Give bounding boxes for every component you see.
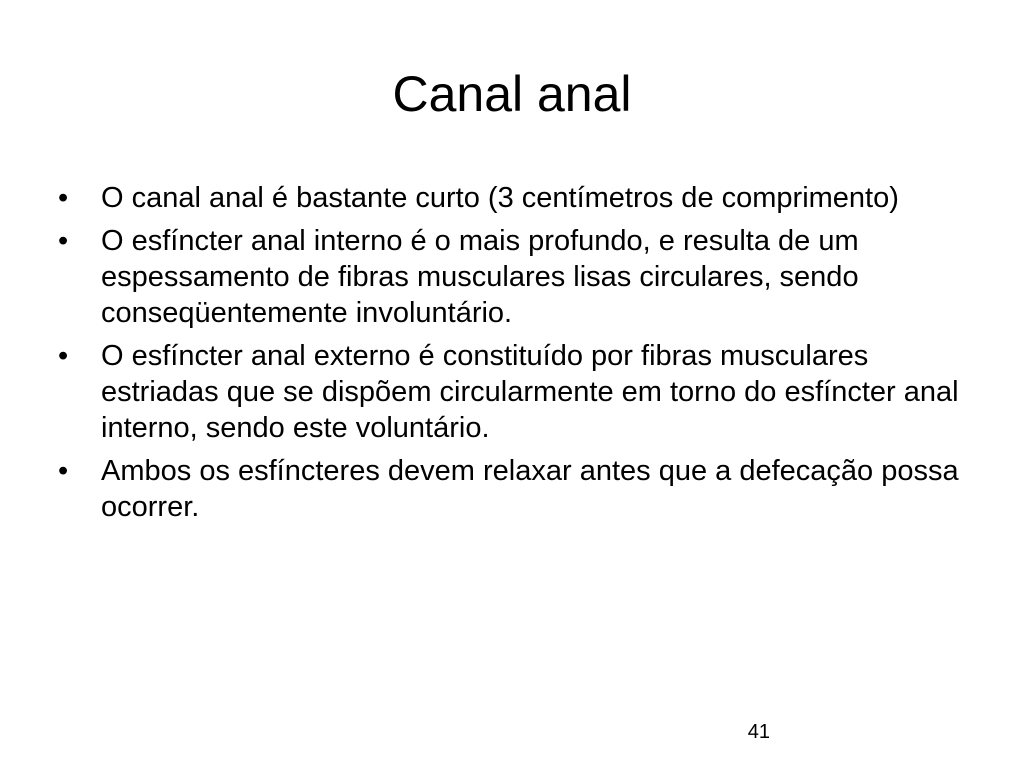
bullet-text: O esfíncter anal externo é constituído por fibras musculares estriadas que se dispõem circularmente em torno do esfíncter anal interno, sendo este voluntário. [101, 340, 959, 444]
bullet-item-defecation [58, 453, 978, 525]
slide-title: Canal anal [392, 66, 632, 122]
bullet-marker: • [58, 225, 69, 257]
bullet-item-external-sphincter [58, 338, 978, 446]
bullet-list [58, 180, 978, 532]
bullet-marker: • [58, 340, 69, 372]
bullet-item-internal-sphincter [58, 223, 978, 331]
bullet-text: O canal anal é bastante curto (3 centímetros de comprimento) [101, 182, 899, 214]
bullet-text: O esfíncter anal interno é o mais profundo, e resulta de um espessamento de fibras musculares lisas circulares, sendo conseqüentemente involuntário. [101, 225, 859, 329]
bullet-text: Ambos os esfíncteres devem relaxar antes que a defecação possa ocorrer. [101, 455, 959, 523]
bullet-item-canal-length [58, 180, 978, 216]
slide-number: 41 [747, 721, 770, 743]
bullet-marker: • [58, 182, 69, 214]
bullet-marker: • [58, 455, 69, 487]
